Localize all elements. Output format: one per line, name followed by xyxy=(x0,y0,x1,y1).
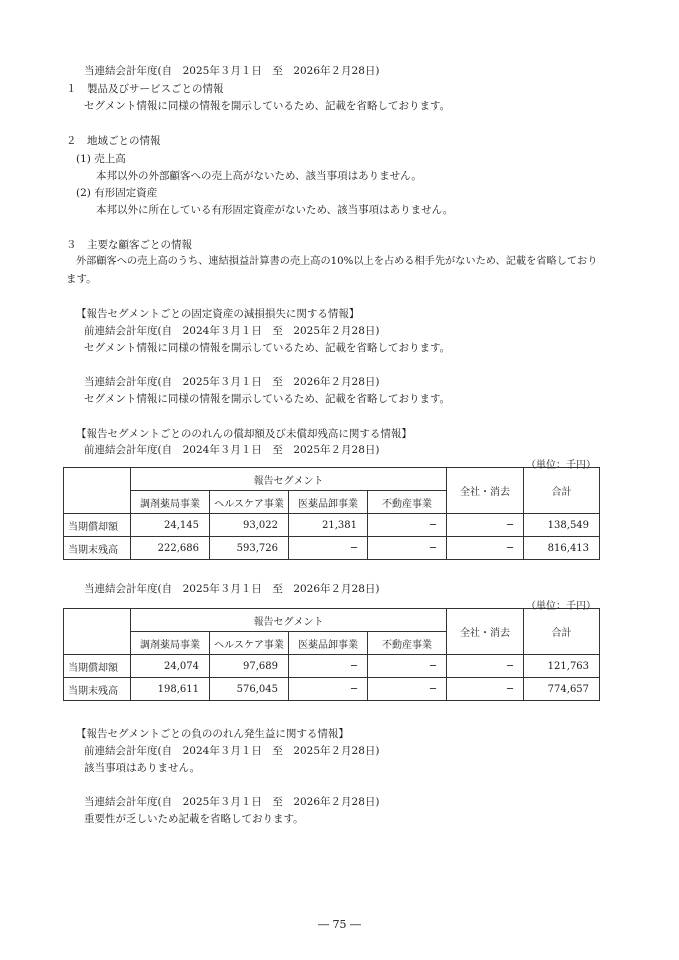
cell-total: 816,413 xyxy=(524,537,600,560)
table-row xyxy=(64,678,600,701)
negative-goodwill-curr-period: 当連結会計年度(自 2025年３月１日 至 2026年２月28日) xyxy=(84,796,380,808)
cell-value: 576,045 xyxy=(210,678,289,701)
item3-title: ３ 主要な顧客ごとの情報 xyxy=(66,239,192,251)
header-total: 合計 xyxy=(524,468,600,514)
cell-value: 24,145 xyxy=(131,514,210,537)
impairment-heading: 【報告セグメントごとの固定資産の減損損失に関する情報】 xyxy=(76,308,360,320)
impairment-prev-period: 前連結会計年度(自 2024年３月１日 至 2025年２月28日) xyxy=(84,325,380,337)
cell-value: 93,022 xyxy=(210,514,289,537)
row-label: 当期償却額 xyxy=(64,655,131,678)
header-seg-realestate: 不動産事業 xyxy=(368,632,447,655)
cell-value: ─ xyxy=(368,655,447,678)
header-reporting-segment: 報告セグメント xyxy=(131,468,447,491)
row-label: 当期償却額 xyxy=(64,514,131,537)
negative-goodwill-heading: 【報告セグメントごとの負ののれん発生益に関する情報】 xyxy=(76,728,349,740)
cell-value: ─ xyxy=(447,678,524,701)
header-seg-wholesale: 医薬品卸事業 xyxy=(289,632,368,655)
header-seg-healthcare: ヘルスケア事業 xyxy=(210,632,289,655)
goodwill-prev-period: 前連結会計年度(自 2024年３月１日 至 2025年２月28日) xyxy=(84,444,380,456)
unit-label-prev: （単位：千円） xyxy=(526,460,596,471)
cell-value: ─ xyxy=(368,514,447,537)
impairment-curr-period: 当連結会計年度(自 2025年３月１日 至 2026年２月28日) xyxy=(84,376,380,388)
item2-2-text: 本邦以外に所在している有形固定資産がないため、該当事項はありません。 xyxy=(96,204,454,216)
header-corporate: 全社・消去 xyxy=(447,468,524,514)
cell-value: ─ xyxy=(289,655,368,678)
impairment-curr-text: セグメント情報に同様の情報を開示しているため、記載を省略しております。 xyxy=(84,393,451,405)
cell-value: 222,686 xyxy=(131,537,210,560)
negative-goodwill-prev-period: 前連結会計年度(自 2024年３月１日 至 2025年２月28日) xyxy=(84,745,380,757)
cell-value: ─ xyxy=(447,537,524,560)
page-number: ― 75 ― xyxy=(318,918,361,931)
header-total: 合計 xyxy=(524,609,600,655)
goodwill-prev-table xyxy=(63,467,600,560)
table-header-row xyxy=(64,468,600,491)
cell-value: 21,381 xyxy=(289,514,368,537)
header-corporate: 全社・消去 xyxy=(447,609,524,655)
cell-value: 198,611 xyxy=(131,678,210,701)
table-row xyxy=(64,537,600,560)
item2-title: ２ 地域ごとの情報 xyxy=(66,135,161,147)
header-blank-cell xyxy=(64,468,131,514)
cell-value: ─ xyxy=(368,678,447,701)
row-label: 当期末残高 xyxy=(64,678,131,701)
cell-value: 24,074 xyxy=(131,655,210,678)
item3-text-line2: ます。 xyxy=(66,273,97,285)
cell-total: 121,763 xyxy=(524,655,600,678)
item2-1-text: 本邦以外の外部顧客への売上高がないため、該当事項はありません。 xyxy=(96,170,422,182)
cell-value: ─ xyxy=(289,537,368,560)
item2-2-title: (2) 有形固定資産 xyxy=(76,187,158,199)
cell-total: 774,657 xyxy=(524,678,600,701)
cell-total: 138,549 xyxy=(524,514,600,537)
negative-goodwill-curr-text: 重要性が乏しいため記載を省略しております。 xyxy=(84,813,304,825)
negative-goodwill-prev-text: 該当事項はありません。 xyxy=(84,762,201,774)
goodwill-curr-table xyxy=(63,608,600,701)
table-header-row xyxy=(64,609,600,632)
cell-value: ─ xyxy=(447,514,524,537)
cell-value: ─ xyxy=(289,678,368,701)
cell-value: 97,689 xyxy=(210,655,289,678)
item1-text: セグメント情報に同様の情報を開示しているため、記載を省略しております。 xyxy=(84,100,451,112)
cell-value: ─ xyxy=(447,655,524,678)
header-seg-healthcare: ヘルスケア事業 xyxy=(210,491,289,514)
impairment-prev-text: セグメント情報に同様の情報を開示しているため、記載を省略しております。 xyxy=(84,342,451,354)
period-current-a: 当連結会計年度(自 2025年３月１日 至 2026年２月28日) xyxy=(84,65,380,77)
header-blank-cell xyxy=(64,609,131,655)
goodwill-heading: 【報告セグメントごとののれんの償却額及び未償却残高に関する情報】 xyxy=(76,428,412,440)
item1-title: １ 製品及びサービスごとの情報 xyxy=(66,83,224,95)
cell-value: ─ xyxy=(368,537,447,560)
header-seg-realestate: 不動産事業 xyxy=(368,491,447,514)
table-row xyxy=(64,514,600,537)
header-reporting-segment: 報告セグメント xyxy=(131,609,447,632)
goodwill-curr-period: 当連結会計年度(自 2025年３月１日 至 2026年２月28日) xyxy=(84,583,380,595)
unit-label-curr: （単位：千円） xyxy=(526,601,596,612)
header-seg-wholesale: 医薬品卸事業 xyxy=(289,491,368,514)
row-label: 当期末残高 xyxy=(64,537,131,560)
header-seg-pharmacy: 調剤薬局事業 xyxy=(131,632,210,655)
item3-text-line1: 外部顧客への売上高のうち、連結損益計算書の売上高の10%以上を占める相手先がないため、記載を省略しており xyxy=(76,256,598,267)
cell-value: 593,726 xyxy=(210,537,289,560)
header-seg-pharmacy: 調剤薬局事業 xyxy=(131,491,210,514)
item2-1-title: (1) 売上高 xyxy=(76,153,126,165)
table-row xyxy=(64,655,600,678)
